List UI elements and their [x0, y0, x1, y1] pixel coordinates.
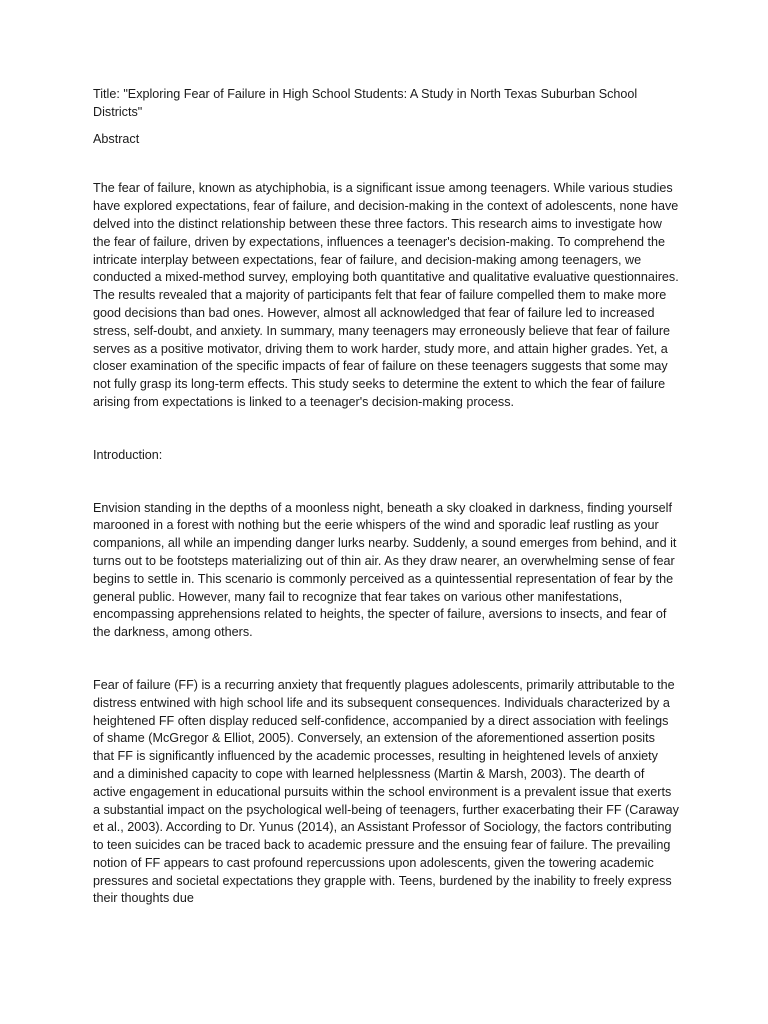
introduction-paragraph-1: Envision standing in the depths of a moonless night, beneath a sky cloaked in darkness, finding yourself marooned in a forest with nothing but the eerie whispers of the wind and sporadic leaf rustling as your companions, all while an impending danger lurks nearby. Suddenly, a sound emerges from behind, and it turns out to be footsteps materializing out of thin air. As they draw nearer, an overwhelming sense of fear begins to settle in. This scenario is commonly perceived as a quintessential representation of fear by the general public. However, many fail to recognize that fear takes on various other manifestations, encompassing apprehensions related to heights, the specter of failure, aversions to insects, and fear of the darkness, among others. [93, 500, 677, 640]
paper-title: Title: "Exploring Fear of Failure in High School Students: A Study in North Texas Suburban School Districts" [93, 87, 638, 119]
abstract-heading: Abstract [93, 131, 140, 146]
document-page [93, 86, 679, 943]
introduction-heading: Introduction: [93, 447, 163, 462]
abstract-text: The fear of failure, known as atychiphobia, is a significant issue among teenagers. While various studies have explored expectations, fear of failure, and decision-making in the context of adolescents, none have delved into the distinct relationship between these three factors. This research aims to investigate how the fear of failure, driven by expectations, influences a teenager's decision-making. To comprehend the intricate interplay between expectations, fear of failure, and decision-making among teenagers, we conducted a mixed-method survey, employing both quantitative and qualitative evaluative questionnaires. The results revealed that a majority of participants felt that fear of failure compelled them to make more good decisions than bad ones. However, almost all acknowledged that fear of failure led to increased stress, self-doubt, and anxiety. In summary, many teenagers may erroneously believe that fear of failure serves as a positive motivator, driving them to work harder, study more, and attain higher grades. Yet, a closer examination of the specific impacts of fear of failure on these teenagers suggests that some may not fully grasp its long-term effects. This study seeks to determine the extent to which the fear of failure arising from expectations is linked to a teenager's decision-making process. [93, 181, 679, 409]
introduction-paragraph-2: Fear of failure (FF) is a recurring anxiety that frequently plagues adolescents, primarily attributable to the distress entwined with high school life and its subsequent consequences. Individuals characterized by a heightened FF often display reduced self-confidence, accompanied by a direct association with feelings of shame (McGregor & Elliot, 2005). Conversely, an extension of the aforementioned assertion posits that FF is significantly influenced by the academic processes, resulting in heightened levels of anxiety and a diminished capacity to cope with learned helplessness (Martin & Marsh, 2003). The dearth of active engagement in educational pursuits within the school environment is a prevalent issue that exerts a substantial impact on the psychological well-being of teenagers, further exacerbating their FF (Caraway et al., 2003). According to Dr. Yunus (2014), an Assistant Professor of Sociology, the factors contributing to teen suicides can be traced back to academic pressure and the ensuing fear of failure. The prevailing notion of FF appears to cast profound repercussions upon adolescents, given the towering academic pressures and societal expectations they grapple with. Teens, burdened by the inability to freely express their thoughts due [93, 677, 679, 906]
